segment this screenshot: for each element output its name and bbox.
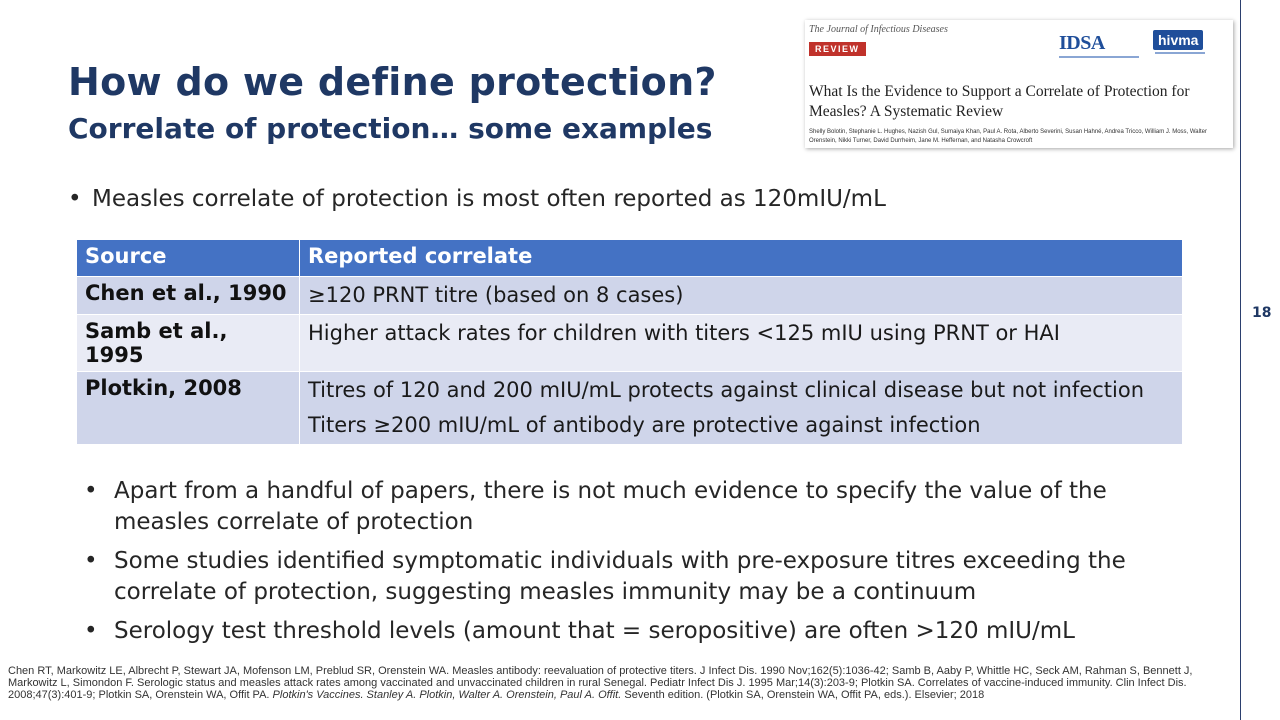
table-cell-correlate	[300, 277, 1183, 315]
bullet-marker: •	[84, 548, 98, 574]
table-cell-source: Samb et al., 1995	[77, 315, 300, 372]
table-cell-source: Chen et al., 1990	[77, 277, 300, 315]
page-number: 18	[1252, 305, 1272, 321]
references-book-title: Plotkin's Vaccines. Stanley A. Plotkin, Walter A. Orenstein, Paul A. Offit.	[272, 689, 622, 701]
table-header-correlate: Reported correlate	[300, 240, 1183, 277]
correlate-line: Titres of 120 and 200 mIU/mL protects against clinical disease but not infection	[308, 378, 1145, 402]
list-item	[84, 476, 1194, 538]
list-item	[84, 616, 1194, 647]
table-cell-correlate	[300, 372, 1183, 445]
correlate-line: Titers ≥200 mIU/mL of antibody are protective against infection	[308, 413, 981, 437]
slide-subtitle: Correlate of protection… some examples	[68, 112, 713, 145]
references	[8, 665, 1230, 701]
bullet-marker: •	[84, 478, 98, 504]
table-row	[77, 315, 1183, 372]
table-cell-source: Plotkin, 2008	[77, 372, 300, 445]
table-row	[77, 372, 1183, 445]
correlate-line: Higher attack rates for children with titers <125 mIU using PRNT or HAI	[308, 321, 1060, 345]
review-badge: REVIEW	[809, 42, 866, 56]
list-item-text: Apart from a handful of papers, there is not much evidence to specify the value of the measles correlate of protection	[114, 478, 1107, 535]
table-cell-correlate	[300, 315, 1183, 372]
bullet-marker: •	[68, 186, 82, 212]
intro-bullet-text: Measles correlate of protection is most often reported as 120mIU/mL	[92, 186, 886, 212]
list-item	[84, 546, 1194, 608]
table-header-source: Source	[77, 240, 300, 277]
intro-bullet	[68, 186, 886, 212]
paper-thumbnail	[805, 20, 1233, 148]
slide-title: How do we define protection?	[68, 60, 717, 104]
correlate-line: ≥120 PRNT titre (based on 8 cases)	[308, 283, 684, 307]
bullet-marker: •	[84, 618, 98, 644]
idsa-logo: IDSA	[1059, 32, 1105, 54]
list-item-text: Some studies identified symptomatic individuals with pre-exposure titres exceeding the correlate of protection, suggesting measles immunity may be a continuum	[114, 548, 1126, 605]
journal-name: The Journal of Infectious Diseases	[809, 24, 948, 35]
hivma-logo-underline	[1155, 52, 1205, 54]
paper-authors: Shelly Bolotin, Stephanie L. Hughes, Nazish Gul, Sumaiya Khan, Paul A. Rota, Alberto Severini, Susan Hahné, Andrea Tricco, William J. Moss, Walter Orenstein, Nikki Turner, David Durrheim, Jane M. Heffernan, and Natasha Crowcroft	[809, 129, 1207, 144]
idsa-logo-underline	[1059, 56, 1139, 58]
paper-title: What Is the Evidence to Support a Correlate of Protection for Measles? A Systematic Review	[809, 83, 1190, 120]
table-header-row	[77, 240, 1183, 277]
references-tail: Seventh edition. (Plotkin SA, Orenstein WA, Offit PA, eds.). Elsevier; 2018	[624, 689, 985, 701]
hivma-logo: hivma	[1153, 30, 1203, 50]
table-row	[77, 277, 1183, 315]
list-item-text: Serology test threshold levels (amount that = seropositive) are often >120 mIU/mL	[114, 618, 1075, 644]
references-text: Chen RT, Markowitz LE, Albrecht P, Stewart JA, Mofenson LM, Preblud SR, Orenstein WA. Measles antibody: reevaluation of protective titers. J Infect Dis. 1990 Nov;162(5):1036-42; Samb B, Aaby P, Whittle HC, Seck AM, Rahman S, Bennett J, Markowitz L, Simondon F. Serologic status and measles attack rates among vaccinated and unvaccinated children in rural Senegal. Pediatr Infect Dis J. 1995 Mar;14(3):203-9; Plotkin SA. Correlates of vaccine-induced immunity. Clin Infect Dis. 2008;47(3):401-9; Plotkin SA, Orenstein WA, Offit PA.	[8, 665, 1193, 701]
correlate-table	[76, 239, 1183, 445]
slide-edge-divider	[1240, 0, 1241, 720]
findings-bullet-list	[84, 476, 1194, 655]
